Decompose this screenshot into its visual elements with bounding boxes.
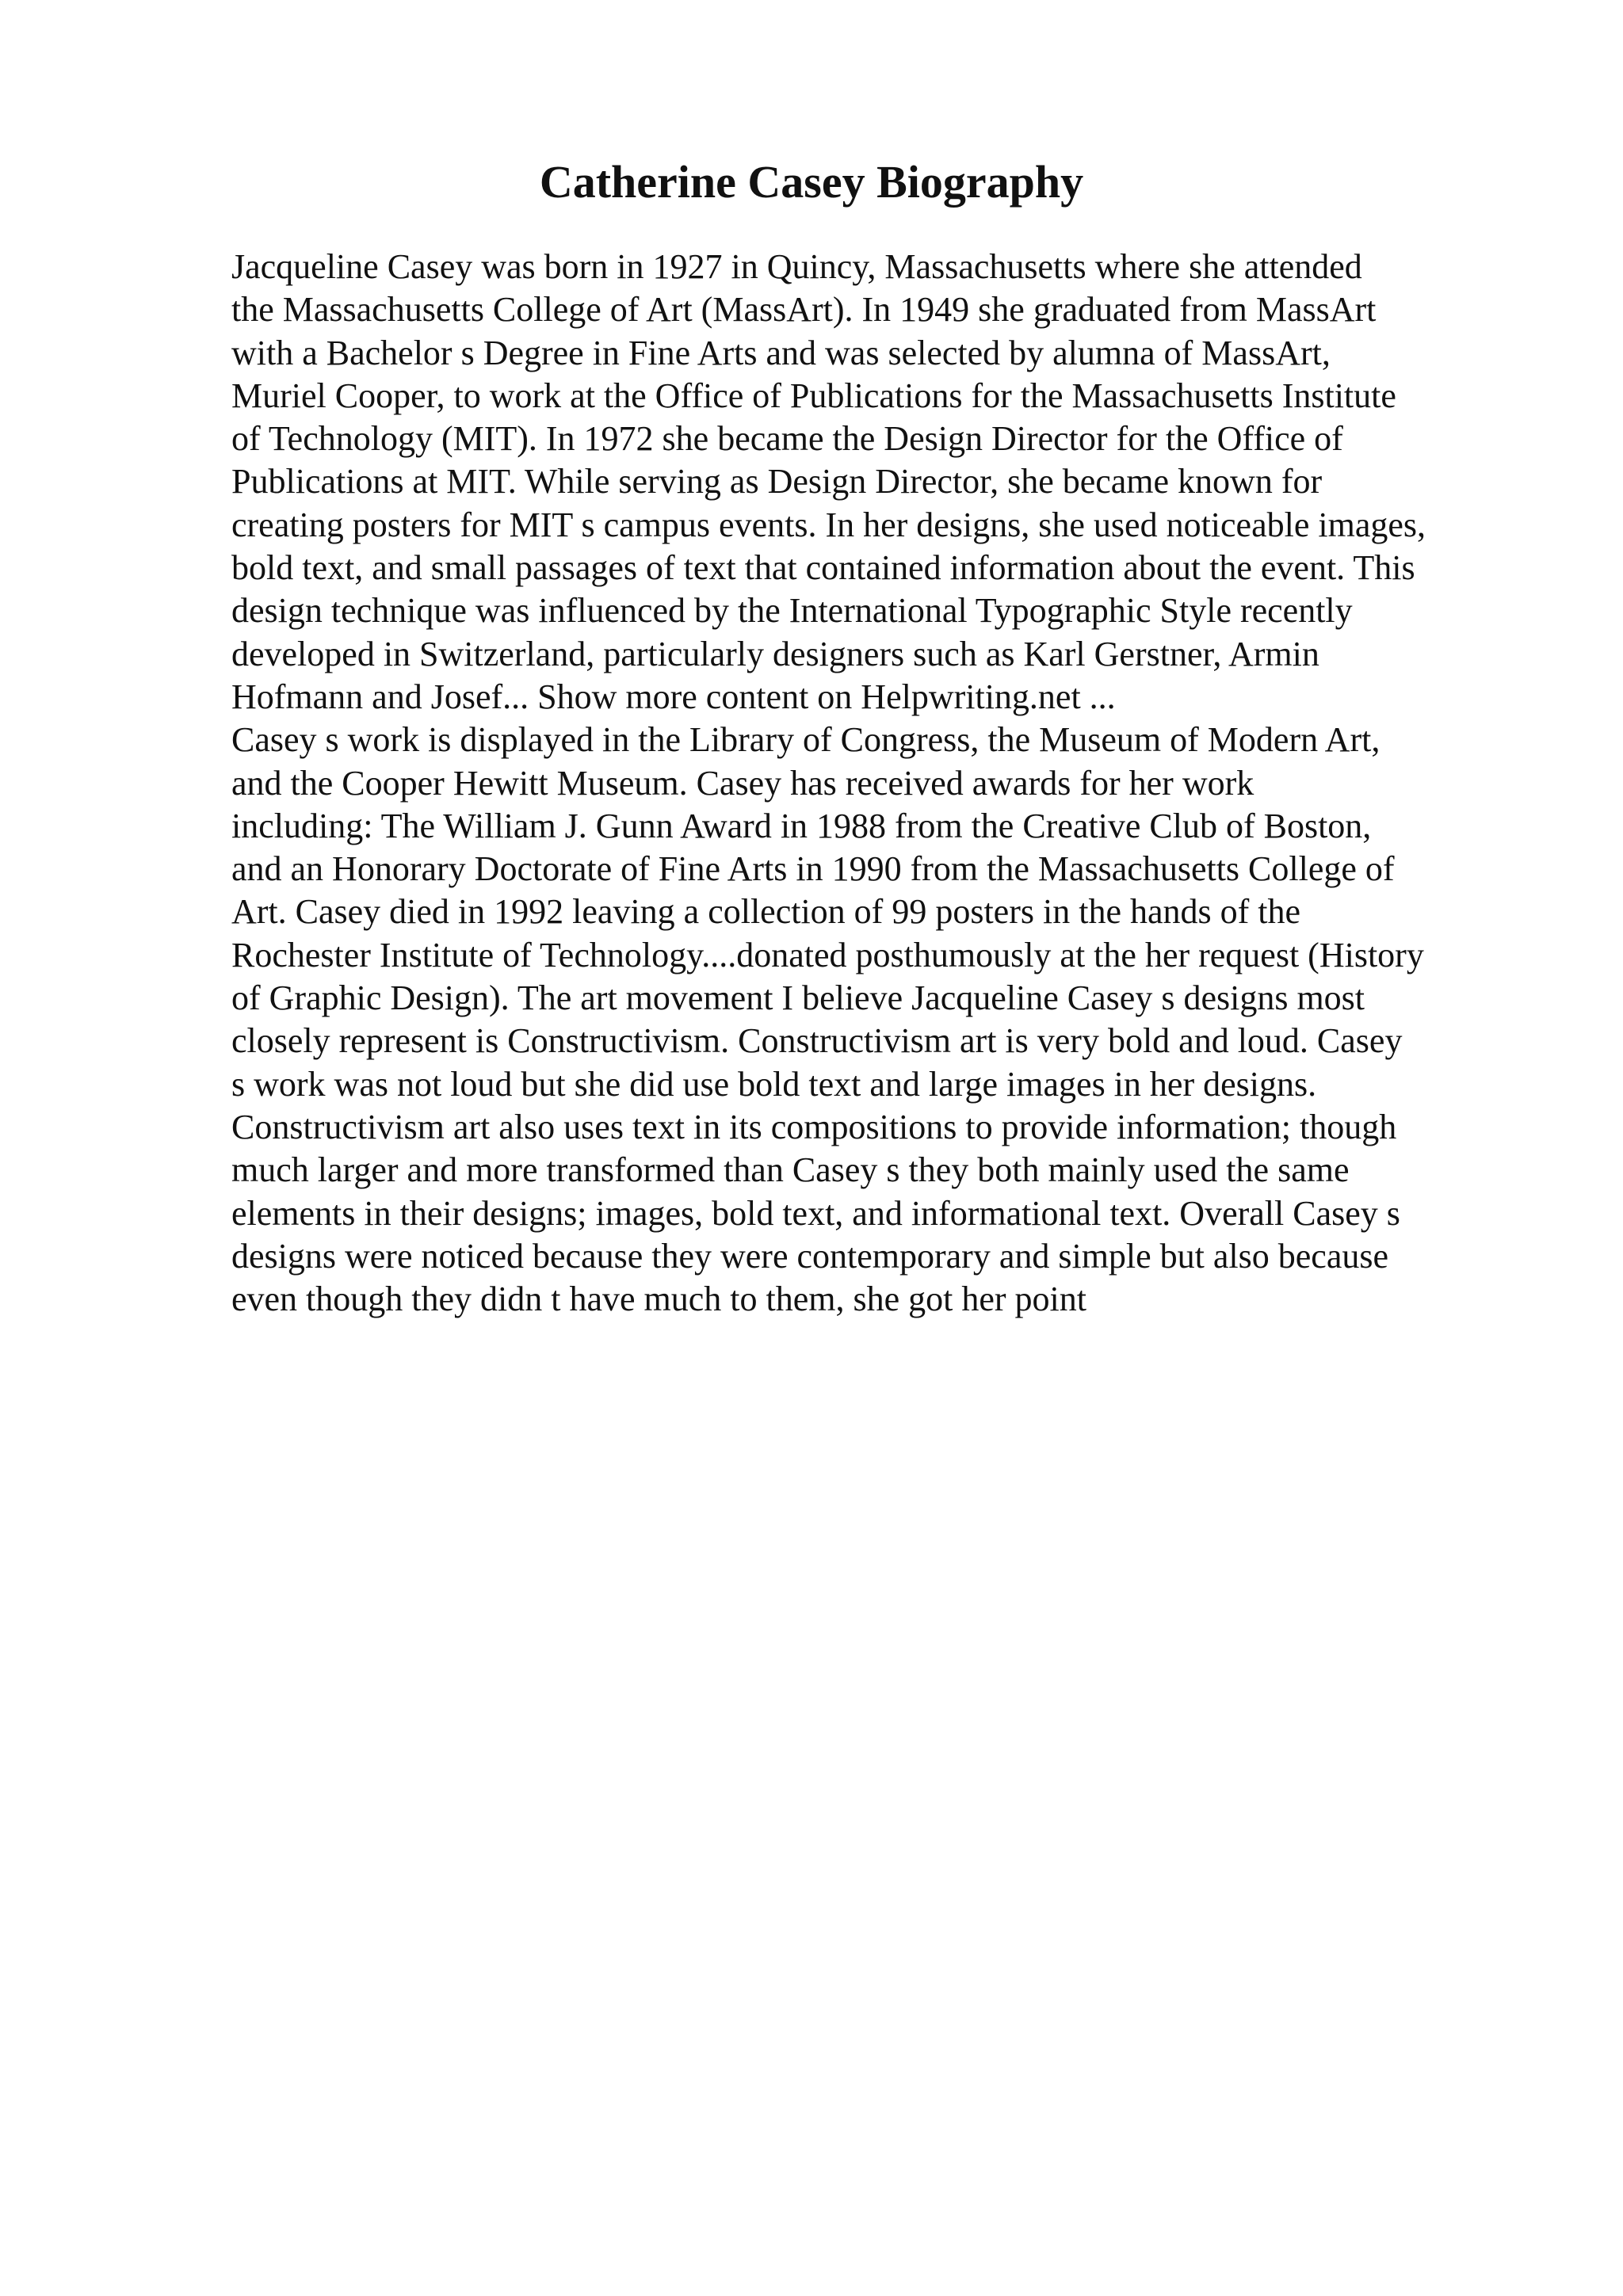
text-line: of Graphic Design). The art movement I believe Jacqueline Casey s designs most bbox=[231, 978, 1365, 1018]
text-line: Hofmann and Josef... Show more content on Helpwriting.net ... bbox=[231, 677, 1116, 716]
text-line: and the Cooper Hewitt Museum. Casey has received awards for her work bbox=[231, 763, 1254, 803]
text-line: designs were noticed because they were contemporary and simple but also because bbox=[231, 1236, 1389, 1276]
text-line: the Massachusetts College of Art (MassArt). In 1949 she graduated from MassArt bbox=[231, 290, 1377, 330]
text-line: Jacqueline Casey was born in 1927 in Quincy, Massachusetts where she attended bbox=[231, 247, 1362, 286]
text-line: much larger and more transformed than Casey s they both mainly used the same bbox=[231, 1150, 1350, 1190]
body-text bbox=[231, 246, 1579, 1321]
text-line: design technique was influenced by the International Typographic Style recently bbox=[231, 591, 1353, 631]
text-line: with a Bachelor s Degree in Fine Arts and was selected by alumna of MassArt, bbox=[231, 333, 1331, 372]
text-line: even though they didn t have much to them, she got her point bbox=[231, 1280, 1087, 1319]
page-title: Catherine Casey Biography bbox=[539, 156, 1084, 208]
text-line: Muriel Cooper, to work at the Office of Publications for the Massachusetts Institute bbox=[231, 376, 1396, 415]
text-line: of Technology (MIT). In 1972 she became the Design Director for the Office of bbox=[231, 419, 1343, 459]
text-line: Constructivism art also uses text in its compositions to provide information; though bbox=[231, 1107, 1397, 1146]
text-line: elements in their designs; images, bold text, and informational text. Overall Casey s bbox=[231, 1193, 1400, 1233]
text-line: bold text, and small passages of text that contained information about the event. This bbox=[231, 548, 1415, 588]
text-line: Rochester Institute of Technology....donated posthumously at the her request (History bbox=[231, 935, 1424, 974]
text-line: including: The William J. Gunn Award in 1988 from the Creative Club of Boston, bbox=[231, 806, 1372, 845]
text-line: creating posters for MIT s campus events. In her designs, she used noticeable images, bbox=[231, 505, 1426, 544]
text-line: closely represent is Constructivism. Constructivism art is very bold and loud. Casey bbox=[231, 1021, 1403, 1061]
text-line: s work was not loud but she did use bold text and large images in her designs. bbox=[231, 1064, 1317, 1104]
text-line: Art. Casey died in 1992 leaving a collection of 99 posters in the hands of the bbox=[231, 892, 1301, 932]
text-line: and an Honorary Doctorate of Fine Arts in 1990 from the Massachusetts College of bbox=[231, 849, 1395, 889]
text-line: developed in Switzerland, particularly designers such as Karl Gerstner, Armin bbox=[231, 634, 1319, 673]
text-line: Publications at MIT. While serving as Design Director, she became known for bbox=[231, 462, 1323, 502]
text-line: Casey s work is displayed in the Library of Congress, the Museum of Modern Art, bbox=[231, 720, 1381, 760]
